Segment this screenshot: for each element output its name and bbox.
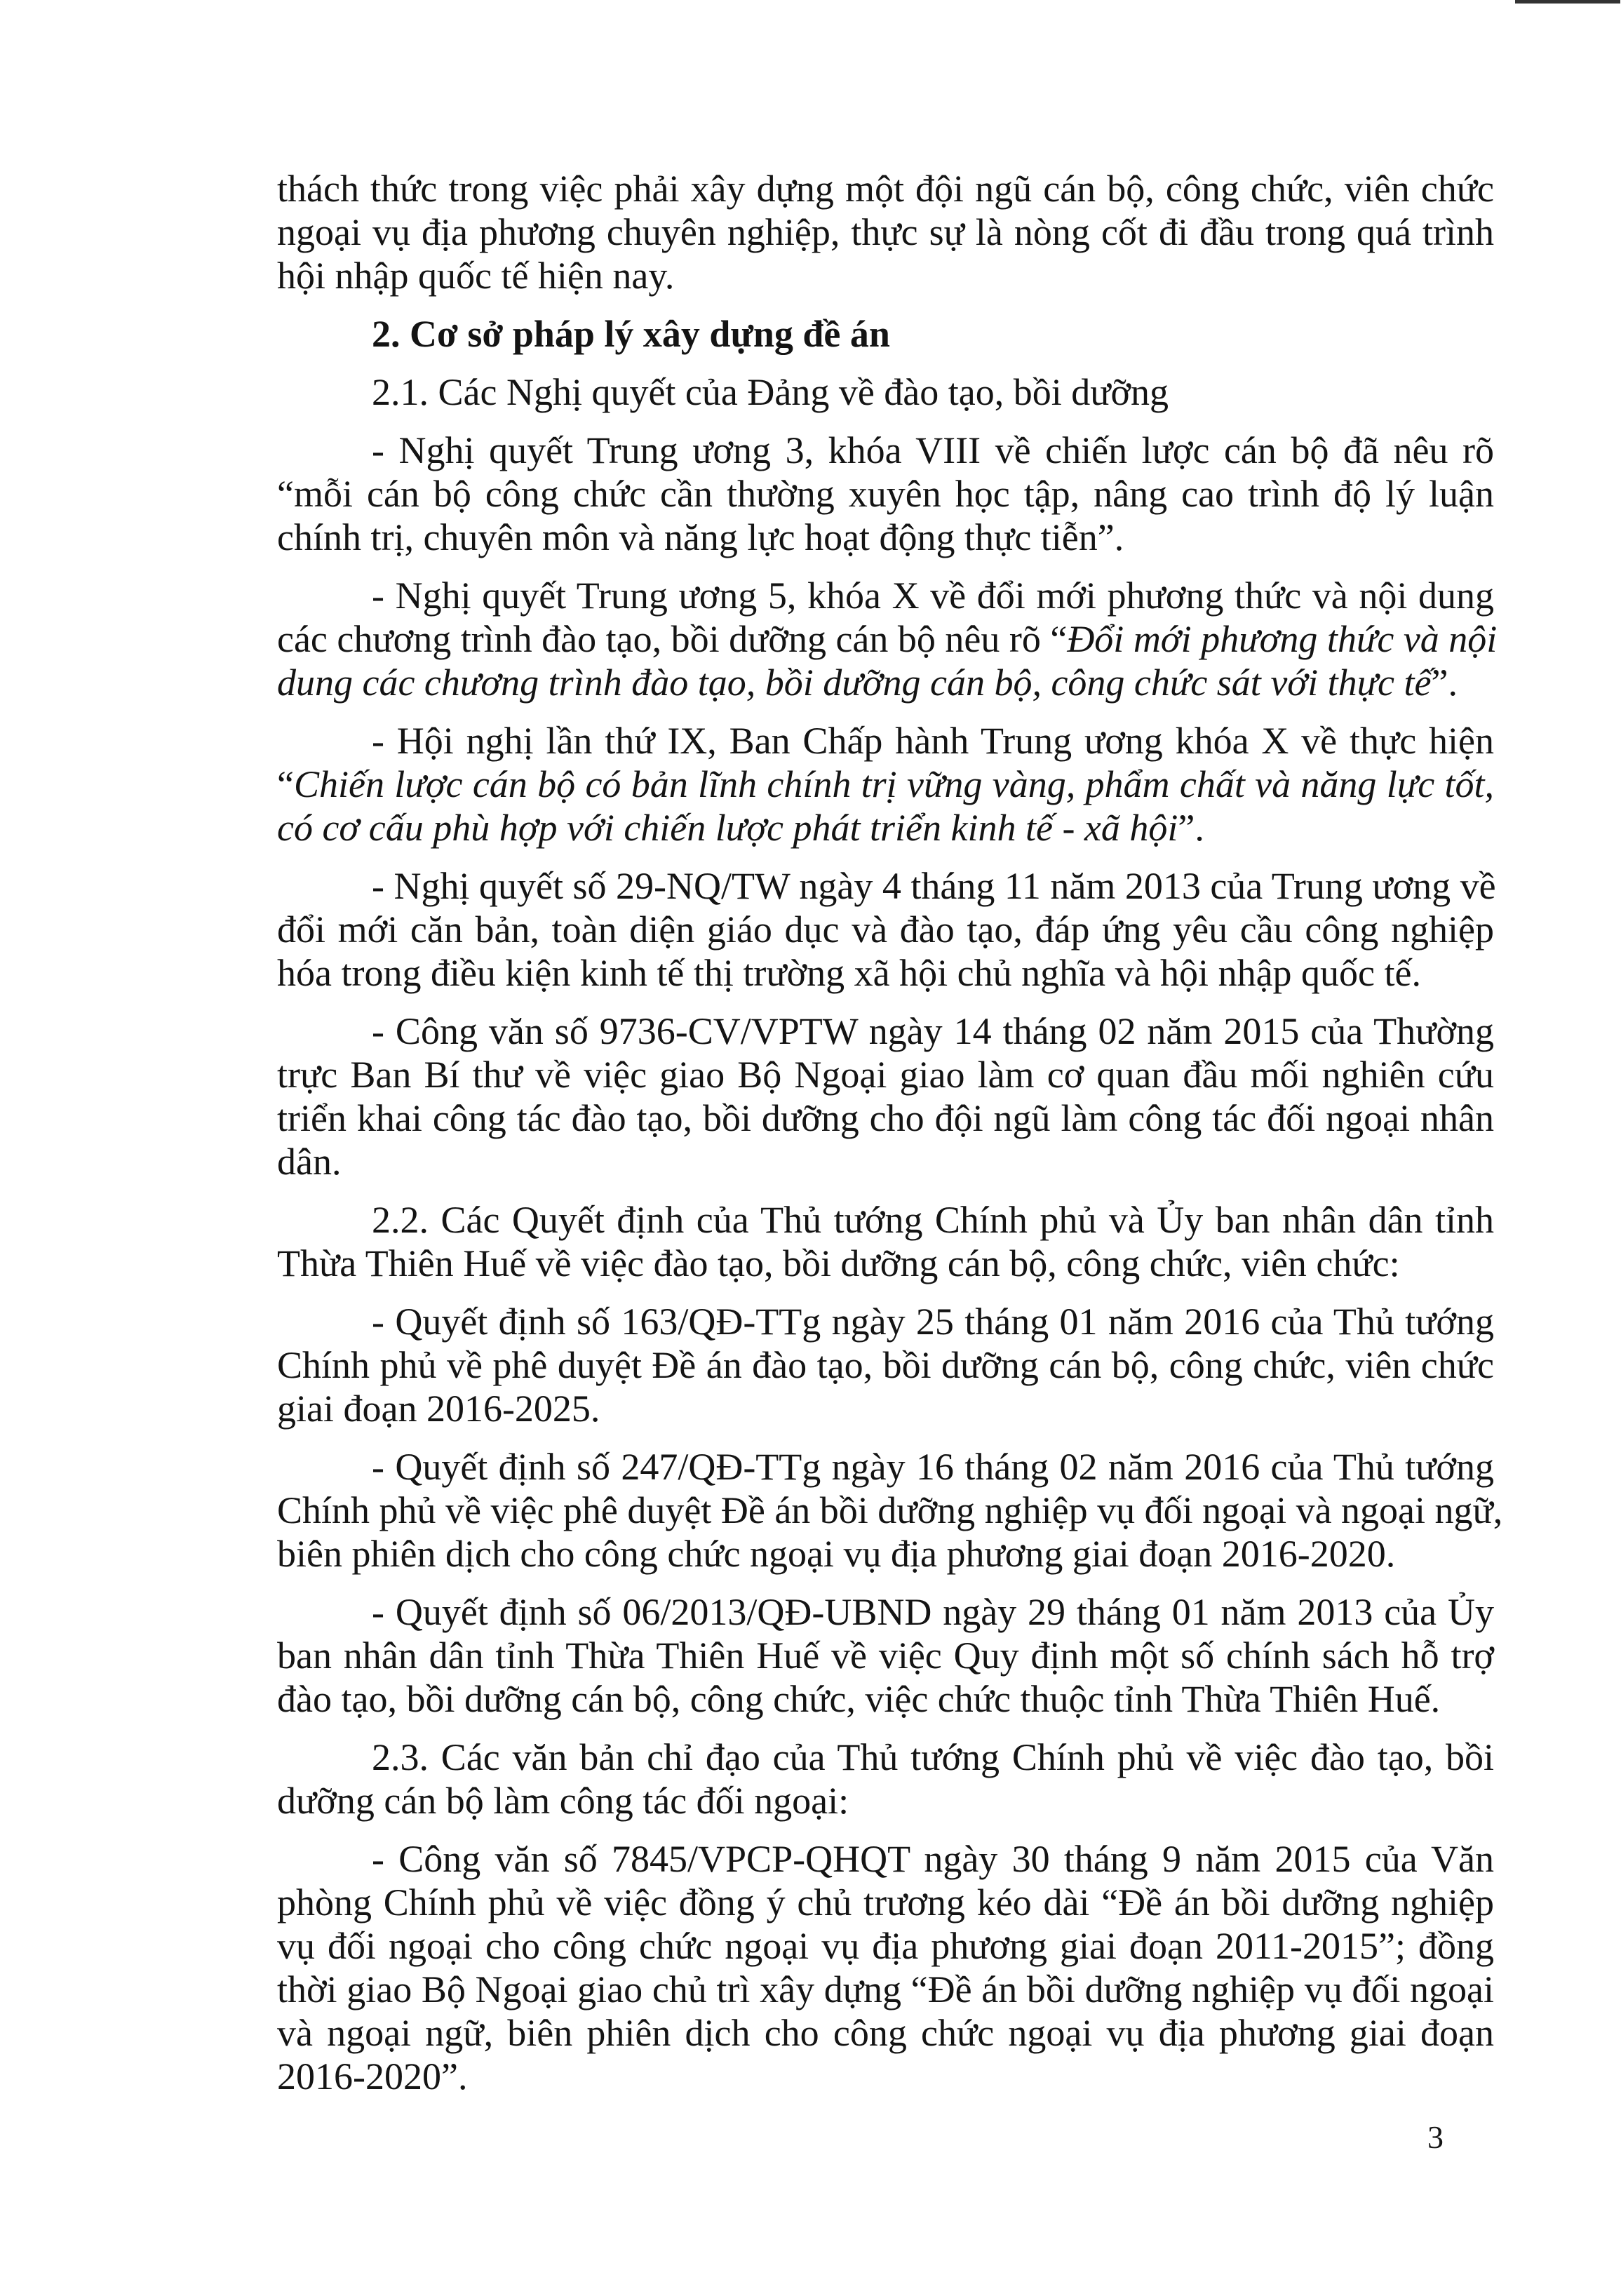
paragraph [277,719,1494,850]
text-line [277,806,1494,850]
text-segment: - Quyết định số 06/2013/QĐ-UBND ngày 29 tháng 01 năm 2013 của Ủy [372,1591,1494,1633]
text-segment: ban nhân dân tỉnh Thừa Thiên Huế về việc Quy định một số chính sách hỗ trợ [277,1634,1494,1677]
paragraph [277,1198,1494,1285]
text-line [277,719,1494,763]
text-line [277,661,1494,704]
text-segment: 2.2. Các Quyết định của Thủ tướng Chính phủ và Ủy ban nhân dân tỉnh [372,1199,1494,1241]
text-line [277,1140,1494,1183]
text-line [277,1096,1494,1140]
text-segment: - Công văn số 7845/VPCP-QHQT ngày 30 tháng 9 năm 2015 của Văn [372,1838,1494,1880]
italic-quote-text: có cơ cấu phù hợp với chiến lược phát triển kinh tế - xã hội [277,807,1178,849]
text-segment: 2016-2020”. [277,2055,468,2097]
paragraph [277,429,1494,559]
text-segment: vụ đối ngoại cho công chức ngoại vụ địa phương giai đoạn 2011-2015”; đồng [277,1925,1494,1967]
text-segment: phòng Chính phủ về việc đồng ý chủ trương kéo dài “Đề án bồi dưỡng nghiệp [277,1881,1494,1924]
text-line [277,516,1494,559]
text-line [277,574,1494,617]
paragraph [277,1300,1494,1430]
text-line [277,210,1494,254]
text-line [277,617,1498,661]
text-segment: ”. [1431,662,1458,704]
text-segment: - Hội nghị lần thứ IX, Ban Chấp hành Trung ương khóa X về thực hiện [372,720,1494,762]
text-segment: “ [277,763,294,805]
text-line [277,472,1494,516]
text-line [277,1881,1494,1924]
text-line [277,908,1494,951]
paragraph [277,1009,1494,1183]
text-line [277,370,1494,414]
italic-quote-text: Đổi mới phương thức và nội [1067,618,1498,660]
text-line [277,1532,1494,1576]
text-line [277,1300,1494,1343]
text-line [277,167,1494,210]
paragraph [277,1445,1503,1576]
text-segment: - Nghị quyết Trung ương 5, khóa X về đổi mới phương thức và nội dung [372,575,1494,617]
text-segment: - Nghị quyết số 29-NQ/TW ngày 4 tháng 11 năm 2013 của Trung ương về [372,865,1496,907]
scan-edge-mark [1515,0,1620,4]
text-line [277,1343,1494,1387]
text-segment: các chương trình đào tạo, bồi dưỡng cán bộ nêu rõ “ [277,618,1068,660]
text-line [277,1634,1494,1677]
text-line [277,1779,1494,1822]
text-segment: 2.1. Các Nghị quyết của Đảng về đào tạo, bồi dưỡng [372,371,1169,413]
text-line [277,254,1494,297]
text-line [277,429,1494,472]
paragraph [277,1736,1494,1822]
paragraph [277,370,1494,414]
text-line [277,1009,1494,1053]
text-line [277,1837,1494,1881]
text-line [277,1242,1494,1285]
paragraph [277,167,1494,297]
text-segment: - Công văn số 9736-CV/VPTW ngày 14 tháng 02 năm 2015 của Thường [372,1010,1494,1052]
text-segment: trực Ban Bí thư về việc giao Bộ Ngoại giao làm cơ quan đầu mối nghiên cứu [277,1054,1494,1096]
text-segment: Chính phủ về phê duyệt Đề án đào tạo, bồi dưỡng cán bộ, công chức, viên chức [277,1344,1494,1386]
section-heading [277,312,1494,356]
text-segment: - Nghị quyết Trung ương 3, khóa VIII về chiến lược cán bộ đã nêu rõ [372,429,1494,471]
text-segment: Thừa Thiên Huế về việc đào tạo, bồi dưỡng cán bộ, công chức, viên chức: [277,1242,1400,1284]
text-line [277,951,1494,995]
text-segment: hóa trong điều kiện kinh tế thị trường xã hội chủ nghĩa và hội nhập quốc tế. [277,952,1421,994]
text-segment: giai đoạn 2016-2025. [277,1388,600,1430]
text-segment: dưỡng cán bộ làm công tác đối ngoại: [277,1780,849,1822]
italic-quote-text: Chiến lược cán bộ có bản lĩnh chính trị vững vàng, phẩm chất và năng lực tốt, [293,763,1494,805]
text-line [277,864,1494,908]
text-line [277,1387,1494,1430]
text-line [277,1489,1503,1532]
text-segment: và ngoại ngữ, biên phiên dịch cho công chức ngoại vụ địa phương giai đoạn [277,2012,1494,2054]
text-segment: ngoại vụ địa phương chuyên nghiệp, thực sự là nòng cốt đi đầu trong quá trình [277,211,1494,253]
text-segment: 2. Cơ sở pháp lý xây dựng đề án [372,313,890,355]
paragraph [277,574,1498,704]
text-line [277,1736,1494,1779]
text-segment: biên phiên dịch cho công chức ngoại vụ địa phương giai đoạn 2016-2020. [277,1533,1396,1575]
text-segment: 2.3. Các văn bản chỉ đạo của Thủ tướng Chính phủ về việc đào tạo, bồi [372,1736,1494,1778]
text-line [277,1968,1494,2011]
text-segment: thời giao Bộ Ngoại giao chủ trì xây dựng “Đề án bồi dưỡng nghiệp vụ đối ngoại [277,1968,1494,2010]
text-segment: thách thức trong việc phải xây dựng một đội ngũ cán bộ, công chức, viên chức [277,168,1494,210]
paragraph [277,1590,1494,1721]
text-segment: - Quyết định số 247/QĐ-TTg ngày 16 tháng 02 năm 2016 của Thủ tướng [372,1446,1494,1488]
text-line [277,1924,1494,1968]
page-number: 3 [1427,2119,1444,2155]
text-line [277,1445,1494,1489]
text-segment: đào tạo, bồi dưỡng cán bộ, công chức, việc chức thuộc tỉnh Thừa Thiên Huế. [277,1678,1441,1720]
paragraph [277,1837,1494,2098]
text-line [277,1198,1494,1242]
text-segment: Chính phủ về việc phê duyệt Đề án bồi dưỡng nghiệp vụ đối ngoại và ngoại ngữ, [277,1489,1503,1531]
text-segment: dân. [277,1141,342,1183]
italic-quote-text: dung các chương trình đào tạo, bồi dưỡng cán bộ, công chức sát với thực tế [277,662,1432,704]
text-line [277,2055,1494,2098]
text-segment: - Quyết định số 163/QĐ-TTg ngày 25 tháng 01 năm 2016 của Thủ tướng [372,1301,1494,1343]
paragraph [277,864,1494,995]
text-line [277,312,1494,356]
text-segment: hội nhập quốc tế hiện nay. [277,255,675,297]
text-line [277,763,1494,806]
text-line [277,1590,1494,1634]
text-line [277,2011,1494,2055]
text-line [277,1053,1494,1096]
text-segment: ”. [1178,807,1204,849]
text-segment: triển khai công tác đào tạo, bồi dưỡng cho đội ngũ làm công tác đối ngoại nhân [277,1097,1494,1139]
text-line [277,1677,1494,1721]
text-segment: chính trị, chuyên môn và năng lực hoạt động thực tiễn”. [277,516,1124,558]
document-body [277,167,1503,2098]
text-segment: đổi mới căn bản, toàn diện giáo dục và đào tạo, đáp ứng yêu cầu công nghiệp [277,908,1494,951]
text-segment: “mỗi cán bộ công chức cần thường xuyên học tập, nâng cao trình độ lý luận [277,473,1494,515]
